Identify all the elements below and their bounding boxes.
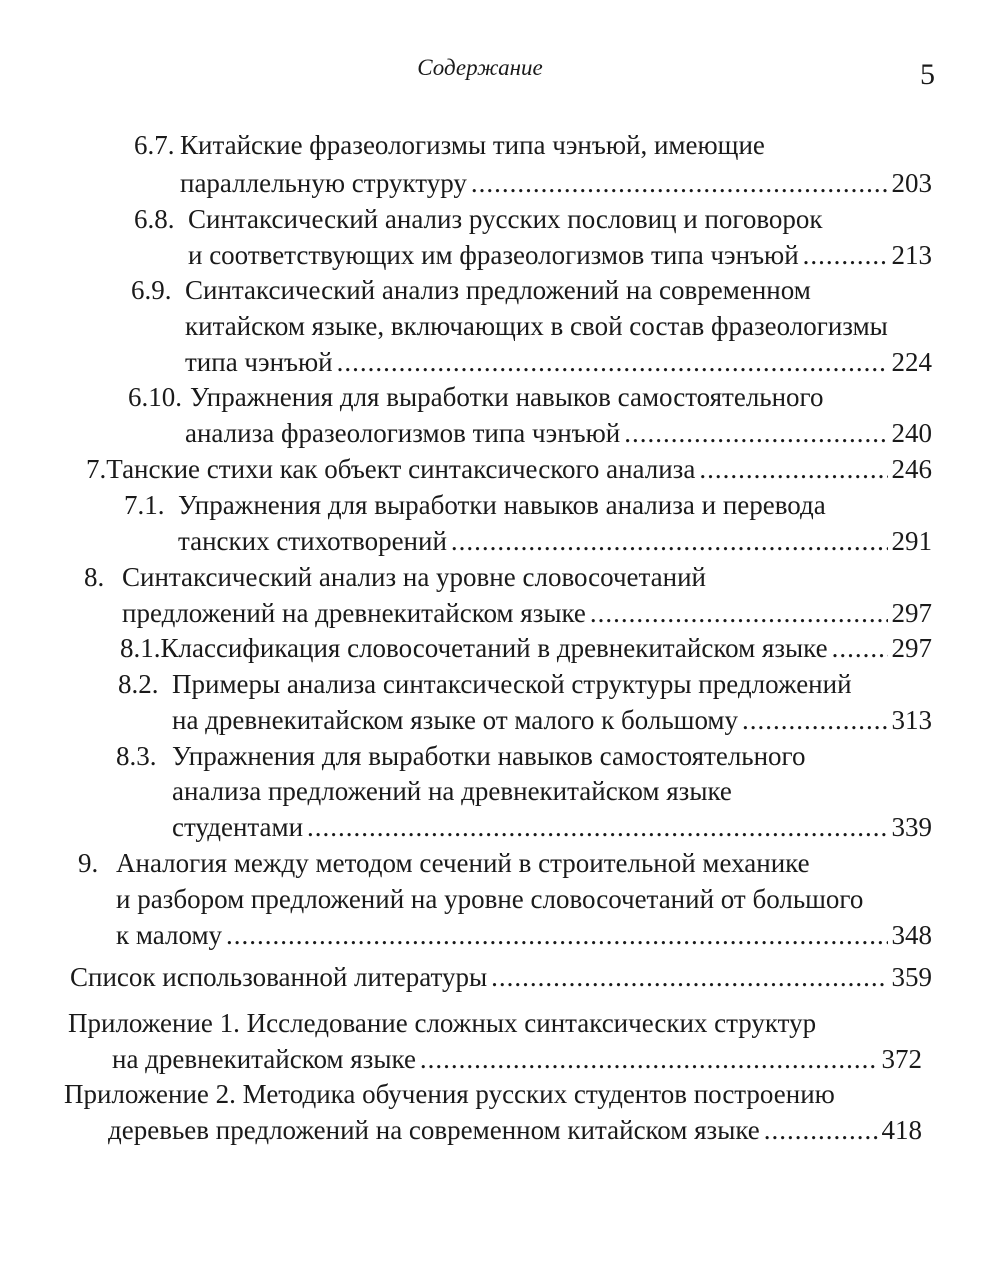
dot-leader [337, 345, 888, 379]
toc-entry-8-last-line [122, 596, 932, 630]
toc-entry-title: танских стихотворений [178, 526, 447, 556]
dot-leader [742, 703, 887, 737]
dot-leader [803, 238, 888, 272]
toc-entry-title: студентами [172, 812, 304, 842]
toc-page-number: 246 [891, 454, 932, 484]
toc-entry-title: Аналогия между методом сечений в строительной механике [116, 848, 810, 878]
toc-entry-9-line-2 [116, 882, 863, 916]
toc-page-number: 224 [891, 347, 932, 377]
toc-entry-title: Приложение 1. Исследование сложных синтаксических структур [68, 1008, 817, 1038]
toc-entry-title: Упражнения для выработки навыков самостоятельного [190, 382, 824, 412]
toc-page-number: 359 [891, 962, 932, 992]
toc-entry-title: Упражнения для выработки навыков анализа и перевода [178, 490, 826, 520]
dot-leader [590, 596, 888, 630]
toc-entry-6-7-last-line [180, 166, 932, 200]
dot-leader [624, 416, 887, 450]
toc-entry-9 [78, 846, 810, 880]
toc-entry-title: анализа предложений на древнекитайском языке [172, 776, 732, 806]
toc-page-number: 297 [891, 598, 932, 628]
toc-entry-8-3 [116, 739, 805, 773]
toc-entry-number: 8.1. [120, 633, 161, 663]
toc-entry-title: и соответствующих им фразеологизмов типа чэнъюй [188, 240, 799, 270]
dot-leader [764, 1113, 878, 1147]
toc-entry-8 [84, 560, 706, 594]
toc-entry-number: 6.10. [128, 382, 182, 412]
dot-leader [307, 810, 887, 844]
toc-entry-number: 8. [84, 562, 105, 592]
toc-entry-appendix-2 [64, 1077, 835, 1111]
toc-page-number: 348 [891, 920, 932, 950]
toc-entry-6-7 [134, 128, 765, 162]
toc-entry-title: деревьев предложений на современном китайском языке [108, 1115, 760, 1145]
toc-entry-6-10-last-line [185, 416, 932, 450]
toc-entry-number: 9. [78, 848, 99, 878]
toc-entry-7 [86, 452, 932, 486]
toc-entry-8-2 [118, 667, 852, 701]
toc-entry-title: китайском языке, включающих в свой состав фразеологизмы [185, 311, 888, 341]
toc-entry-title: Примеры анализа синтаксической структуры предложений [172, 669, 852, 699]
toc-page-number: 291 [891, 526, 932, 556]
running-header-title: Содержание [417, 55, 543, 80]
toc-entry-appendix-1 [68, 1006, 816, 1040]
toc-entry-6-9-last-line [185, 345, 932, 379]
toc-page-number: 372 [881, 1044, 922, 1074]
toc-entry-6-9 [131, 273, 811, 307]
toc-entry-number: 8.2. [118, 669, 159, 699]
toc-entry-6-8 [134, 202, 823, 236]
toc-entry-7-1 [124, 488, 826, 522]
toc-entry-8-1 [120, 631, 932, 665]
toc-entry-title: Синтаксический анализ на уровне словосочетаний [122, 562, 706, 592]
toc-entry-number: 8.3. [116, 741, 157, 771]
toc-entry-title: Китайские фразеологизмы типа чэнъюй, имеющие [180, 130, 765, 160]
toc-entry-references [70, 960, 932, 994]
toc-page-number: 203 [891, 168, 932, 198]
dot-leader [832, 631, 888, 665]
toc-entry-title: Список использованной литературы [70, 962, 488, 992]
toc-entry-8-2-last-line [172, 703, 932, 737]
toc-entry-title: типа чэнъюй [185, 347, 333, 377]
toc-entry-title: Танские стихи как объект синтаксического анализа [106, 454, 696, 484]
toc-entry-title: к малому [116, 920, 223, 950]
dot-leader [471, 166, 888, 200]
toc-entry-number: 6.9. [131, 275, 172, 305]
toc-entry-title: Синтаксический анализ предложений на современном [185, 275, 811, 305]
page-number: 5 [920, 58, 935, 91]
toc-entry-title: анализа фразеологизмов типа чэнъюй [185, 418, 621, 448]
toc-entry-number: 6.7. [134, 130, 175, 160]
toc-page-number: 240 [891, 418, 932, 448]
toc-entry-6-9-line-2 [185, 309, 888, 343]
toc-entry-title: на древнекитайском языке от малого к большому [172, 705, 739, 735]
toc-entry-title: предложений на древнекитайском языке [122, 598, 586, 628]
toc-entry-number: 7.1. [124, 490, 165, 520]
dot-leader [491, 960, 887, 994]
toc-entry-number: 7. [86, 454, 107, 484]
toc-entry-title: Синтаксический анализ русских пословиц и поговорок [188, 204, 823, 234]
toc-entry-title: Упражнения для выработки навыков самостоятельного [172, 741, 806, 771]
toc-page-number: 313 [891, 705, 932, 735]
toc-entry-title: и разбором предложений на уровне словосочетаний от большого [116, 884, 864, 914]
toc-entry-6-8-last-line [188, 238, 932, 272]
toc-entry-9-last-line [116, 918, 932, 952]
toc-page-number: 418 [881, 1115, 922, 1145]
toc-entry-8-3-last-line [172, 810, 932, 844]
dot-leader [420, 1042, 878, 1076]
toc-entry-title: Классификация словосочетаний в древнекитайском языке [160, 633, 828, 663]
toc-page-number: 297 [891, 633, 932, 663]
dot-leader [451, 524, 888, 558]
toc-page-number: 339 [891, 812, 932, 842]
toc-entry-appendix-1-last-line [112, 1042, 922, 1076]
dot-leader [699, 452, 887, 486]
toc-entry-6-10 [128, 380, 823, 414]
toc-entry-8-3-line-2 [172, 774, 732, 808]
toc-entry-title: на древнекитайском языке [112, 1044, 416, 1074]
dot-leader [226, 918, 887, 952]
toc-entry-number: 6.8. [134, 204, 175, 234]
toc-page-number: 213 [891, 240, 932, 270]
toc-entry-appendix-2-last-line [108, 1113, 922, 1147]
toc-entry-title: параллельную структуру [180, 168, 467, 198]
toc-entry-7-1-last-line [178, 524, 932, 558]
toc-entry-title: Приложение 2. Методика обучения русских студентов построению [64, 1079, 835, 1109]
